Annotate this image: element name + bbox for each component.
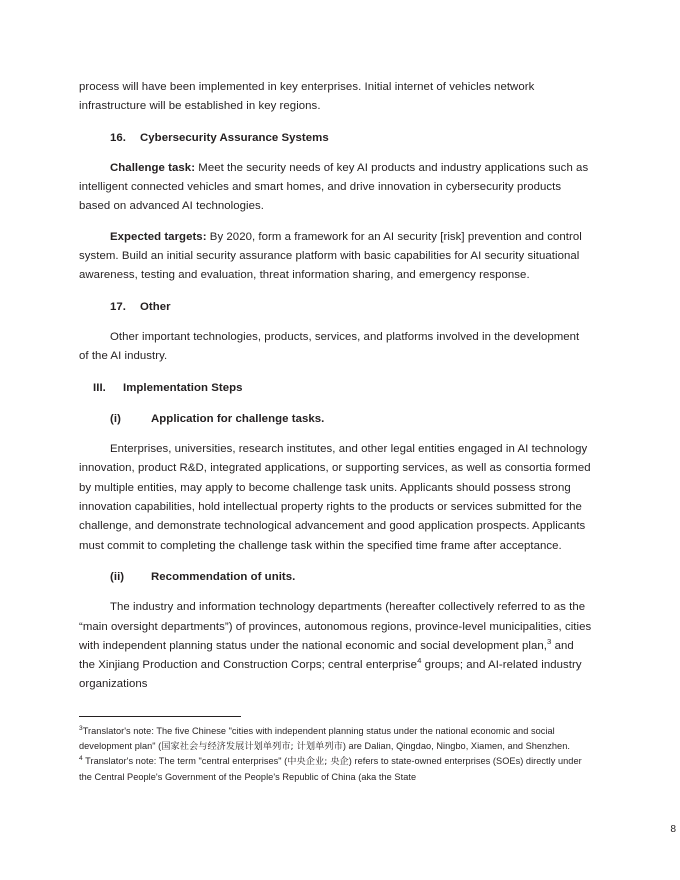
heading-16-label: 16. [110,131,127,144]
paragraph-oversight-departments [79,598,592,694]
expected-targets-lead: Expected targets: [110,230,207,243]
expected-targets-text: By 2020, form a framework for an AI security [risk] prevention and control system. Build an initial security assurance platform with basic capabilities for AI security situational awareness, testing and evaluation, threat information sharing, and emergency response. [79,230,582,282]
footnote-3 [79,724,595,754]
footnote-4-marker: 4 [79,755,83,763]
footnote-separator-rule [79,716,241,717]
page-number: 8 [670,824,676,835]
heading-application-title: Application for challenge tasks. [151,412,325,425]
heading-recommendation-label: (ii) [110,570,125,583]
paragraph-challenge-task [79,159,592,217]
footnote-3-text-part2: ) are Dalian, Qingdao, Ningbo, Xiamen, and Shenzhen. [342,741,570,752]
heading-application [79,410,592,429]
heading-application-label: (i) [110,412,121,425]
heading-recommendation [79,568,592,587]
footnote-3-text-part1: Translator's note: The five Chinese "cities with independent planning status under the national economic and social development plan" ( [79,726,555,752]
footnote-3-cjk-term: 国家社会与经济发展计划单列市; 计划单列市 [161,741,343,753]
heading-17 [79,298,592,317]
heading-implementation-steps-title: Implementation Steps [123,381,243,394]
heading-17-title: Other [140,300,171,313]
oversight-text-part3: groups; and AI-related industry organizations [79,659,582,691]
footnote-marker-3-ref[interactable]: 3 [546,637,552,647]
heading-17-label: 17. [110,300,127,313]
paragraph-applicants: Enterprises, universities, research institutes, and other legal entities engaged in AI technology innovation, product R&D, integrated applications, or supporting services, as well as consortia formed by multiple entities, may apply to become challenge task units. Applicants should possess strong innovation capabilities, hold intellectual property rights to the products or services submitted for the challenge, and demonstrate technological advancement and good application prospects. Applicants must commit to completing the challenge task within the specified time frame after acceptance. [79,443,591,552]
paragraph-expected-targets [79,228,592,286]
paragraph-other: Other important technologies, products, services, and platforms involved in the development of the AI industry. [79,330,580,363]
heading-16 [79,129,592,148]
challenge-task-text: Meet the security needs of key AI products and industry applications such as intelligent connected vehicles and smart homes, and drive innovation in cybersecurity products based on advanced AI technologies. [79,161,589,213]
footnote-4-cjk-term: 中央企业; 央企 [287,756,349,768]
footnote-4 [79,754,595,784]
page-content [79,78,592,696]
footnote-marker-4-ref[interactable]: 4 [417,656,422,666]
heading-implementation-steps-label: III. [93,381,106,394]
footnotes-section [79,716,595,785]
paragraph-continuation: process will have been implemented in key enterprises. Initial internet of vehicles network infrastructure will be established in key regions. [79,81,535,113]
footnote-4-text-part2: ) refers to state-owned enterprises (SOEs) directly under the Central People's Government of the People's Republic of China (aka the State [79,756,582,782]
footnote-3-marker: 3 [79,724,83,732]
heading-implementation-steps [79,379,592,398]
challenge-task-lead: Challenge task: [110,161,196,174]
heading-recommendation-title: Recommendation of units. [151,570,296,583]
heading-16-title: Cybersecurity Assurance Systems [140,131,329,144]
oversight-text-part2: and the Xinjiang Production and Construction Corps; central enterprise [79,639,574,672]
oversight-text-part1: The industry and information technology departments (hereafter collectively referred to as the “main oversight departments”) of provinces, autonomous regions, province-level municipalities, cities with independent planning status under the national economic and social development plan, [79,601,592,652]
footnote-4-text-part1: Translator's note: The term "central enterprises" ( [82,756,288,767]
